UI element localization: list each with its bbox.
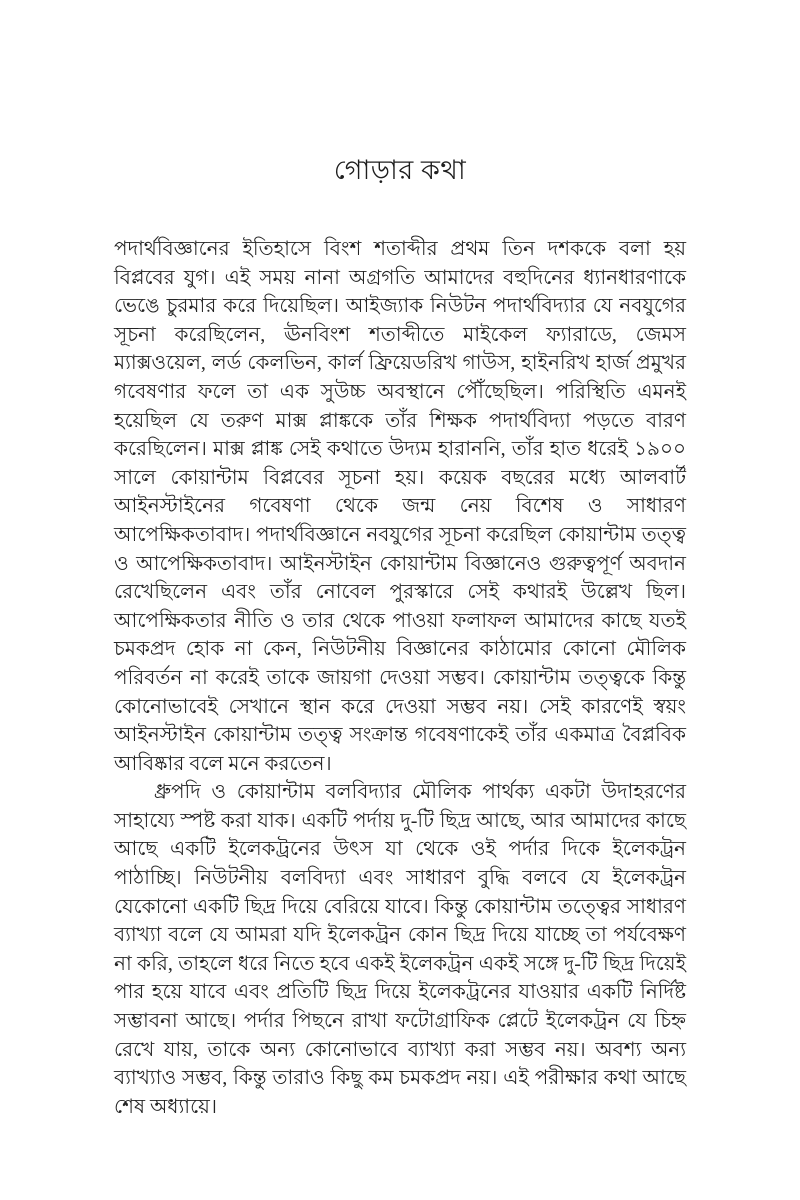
paragraph-double-slit: ধ্রুপদি ও কোয়ান্টাম বলবিদ্যার মৌলিক পার্থক্য একটা উদাহরণের সাহায্যে স্পষ্ট করা যাক। একটি পর্দায় দু-টি ছিদ্র আছে, আর আমাদের কাছে আছে একটি ইলেকট্রনের উৎস যা থেকে ওই পর্দার দিকে ইলেকট্রন পাঠাচ্ছি। নিউটনীয় বলবিদ্যা এবং সাধারণ বুদ্ধি বলবে যে ইলেকট্রন যেকোনো একটি ছিদ্র দিয়ে বেরিয়ে যাবে। কিন্তু কোয়ান্টাম তত্ত্বের সাধারণ ব্যাখ্যা বলে যে আমরা যদি ইলেকট্রন কোন ছিদ্র দিয়ে যাচ্ছে তা পর্যবেক্ষণ না করি, তাহলে ধরে নিতে হবে একই ইলেকট্রন একই সঙ্গে দু-টি ছিদ্র দিয়েই পার হয়ে যাবে এবং প্রতিটি ছিদ্র দিয়ে ইলেকট্রনের যাওয়ার একটি নির্দিষ্ট সম্ভাবনা আছে। পর্দার পিছনে রাখা ফটোগ্রাফিক প্লেটে ইলেকট্রন যে চিহ্ন রেখে যায়, তাকে অন্য কোনোভাবে ব্যাখ্যা করা সম্ভব নয়। অবশ্য অন্য ব্যাখ্যাও সম্ভব, কিন্তু তারাও কিছু কম চমকপ্রদ নয়। এই পরীক্ষার কথা আছে শেষ অধ্যায়ে। (114, 781, 686, 1118)
chapter-title: গোড়ার কথা (333, 155, 467, 185)
body-text (114, 235, 686, 1121)
paragraph-intro: পদার্থবিজ্ঞানের ইতিহাসে বিংশ শতাব্দীর প্রথম তিন দশককে বলা হয় বিপ্লবের যুগ। এই সময় নানা অগ্রগতি আমাদের বহুদিনের ধ্যানধারণাকে ভেঙে চুরমার করে দিয়েছিল। আইজ্যাক নিউটন পদার্থবিদ্যার যে নবযুগের সূচনা করেছিলেন, ঊনবিংশ শতাব্দীতে মাইকেল ফ্যারাডে, জেমস ম্যাক্সওয়েল, লর্ড কেলভিন, কার্ল ফ্রিয়েডরিখ গাউস, হাইনরিখ হার্জ প্রমুখর গবেষণার ফলে তা এক সুউচ্চ অবস্থানে পৌঁছেছিল। পরিস্থিতি এমনই হয়েছিল যে তরুণ মাক্স প্লাঙ্ককে তাঁর শিক্ষক পদার্থবিদ্যা পড়তে বারণ করেছিলেন। মাক্স প্লাঙ্ক সেই কথাতে উদ্যম হারাননি, তাঁর হাত ধরেই ১৯০০ সালে কোয়ান্টাম বিপ্লবের সূচনা হয়। কয়েক বছরের মধ্যে আলবার্ট আইনস্টাইনের গবেষণা থেকে জন্ম নেয় বিশেষ ও সাধারণ আপেক্ষিকতাবাদ। পদার্থবিজ্ঞানে নবযুগের সূচনা করেছিল কোয়ান্টাম তত্ত্ব ও আপেক্ষিকতাবাদ। আইনস্টাইন কোয়ান্টাম বিজ্ঞানেও গুরুত্বপূর্ণ অবদান রেখেছিলেন এবং তাঁর নোবেল পুরস্কারে সেই কথারই উল্লেখ ছিল। আপেক্ষিকতার নীতি ও তার থেকে পাওয়া ফলাফল আমাদের কাছে যতই চমকপ্রদ হোক না কেন, নিউটনীয় বিজ্ঞানের কাঠামোর কোনো মৌলিক পরিবর্তন না করেই তাকে জায়গা দেওয়া সম্ভব। কোয়ান্টাম তত্ত্বকে কিন্তু কোনোভাবেই সেখানে স্থান করে দেওয়া সম্ভব নয়। সেই কারণেই স্বয়ং আইনস্টাইন কোয়ান্টাম তত্ত্ব সংক্রান্ত গবেষণাকেই তাঁর একমাত্র বৈপ্লবিক আবিষ্কার বলে মনে করতেন। (114, 238, 686, 775)
